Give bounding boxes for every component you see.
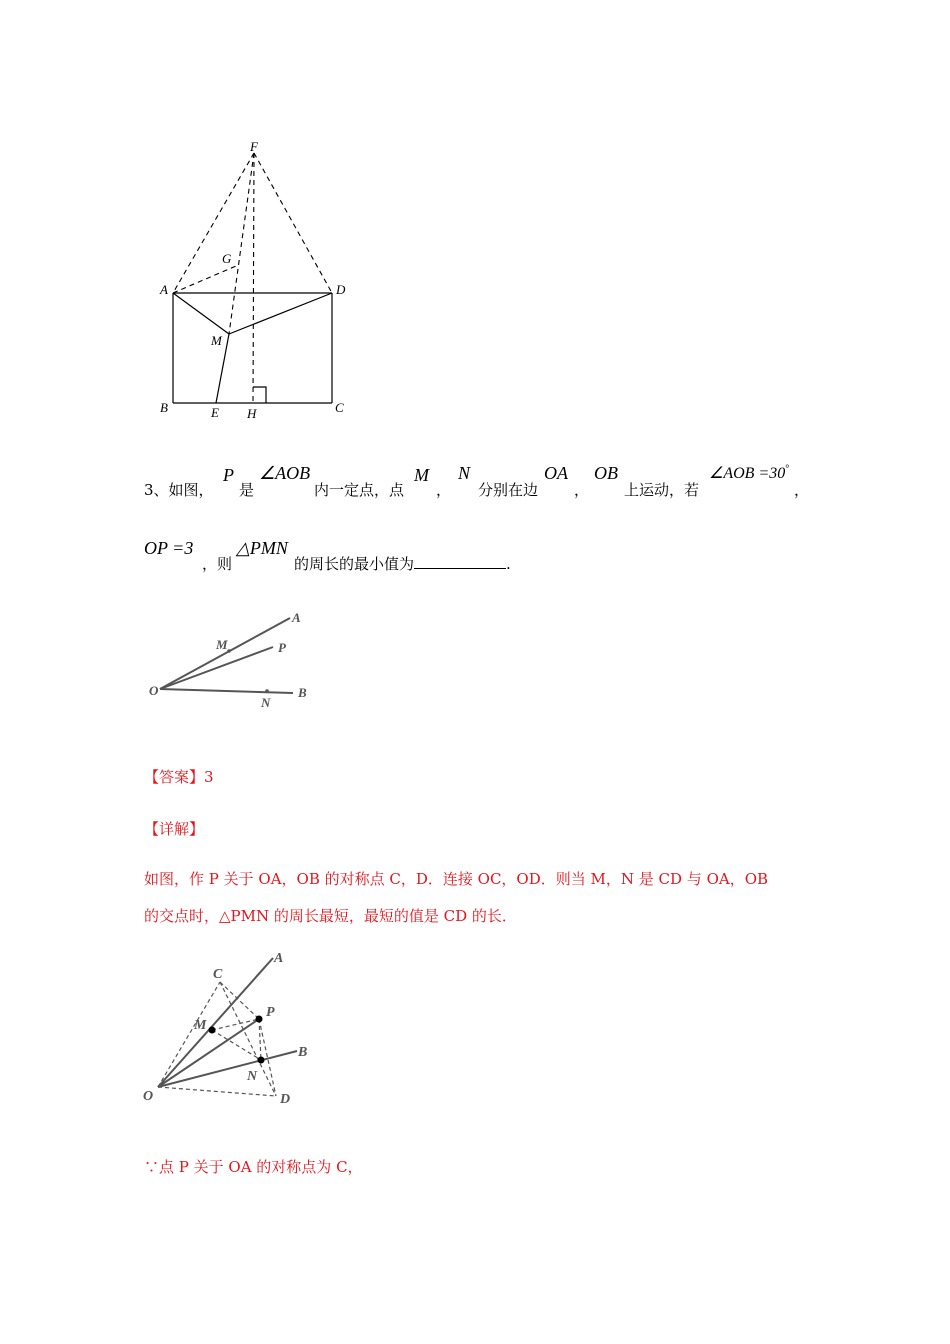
var-p: P: [223, 465, 234, 485]
dashed-oc: [158, 982, 220, 1087]
point-n: [265, 689, 269, 693]
dashed-ag: [173, 266, 236, 293]
dashed-fd: [254, 153, 332, 293]
text-then: ，则: [202, 555, 233, 573]
text-moving-if: 上运动，若: [624, 481, 700, 499]
label-b: B: [298, 685, 307, 700]
question-line-1: [144, 460, 824, 500]
detail-line-1: 如图，作 P 关于 OA，OB 的对称点 C，D．连接 OC，OD．则当 M，N 是 CD 与 OA，OB: [144, 870, 769, 888]
answer-blank: [414, 554, 506, 569]
angle-aob: ∠AOB: [259, 463, 311, 483]
label-g: G: [222, 251, 232, 266]
text-move-on-sides: 分别在边: [478, 481, 539, 499]
label-a: A: [160, 282, 168, 297]
label-a: A: [274, 951, 284, 966]
point-m: [227, 649, 231, 653]
dashed-od: [158, 1087, 276, 1096]
detail-label: 【详解】: [144, 820, 205, 838]
point-n: [258, 1057, 265, 1064]
label-b: B: [160, 400, 168, 415]
label-c: C: [213, 967, 223, 982]
ray-op: [160, 647, 273, 689]
label-o: O: [149, 683, 159, 698]
point-m: [209, 1027, 216, 1034]
ray-ob: [160, 689, 293, 693]
var-ob: OB: [594, 463, 618, 483]
op-equation: OP =3: [144, 538, 194, 558]
dashed-fh: [253, 153, 254, 403]
figure-3-reflection: [140, 945, 330, 1110]
period: .: [506, 555, 511, 573]
comma-2: ，: [574, 481, 590, 499]
ray-oa: [160, 618, 290, 689]
label-n: N: [261, 695, 271, 710]
label-m: M: [194, 1018, 207, 1033]
label-p: P: [266, 1005, 275, 1020]
text-perimeter-min-label: 的周长的最小值为: [294, 555, 415, 573]
text-perimeter-min: [294, 553, 511, 574]
label-c: C: [335, 400, 344, 415]
label-a: A: [292, 610, 301, 625]
var-m: M: [414, 465, 429, 485]
comma-3: ，: [794, 481, 810, 499]
dashed-fa: [173, 153, 254, 293]
angle-equation: [709, 463, 789, 483]
segment-am: [173, 293, 229, 334]
angle-equation-text: ∠AOB =30: [709, 465, 786, 482]
point-p: [256, 1016, 263, 1023]
answer-label: 【答案】3: [144, 768, 214, 786]
label-h: H: [247, 406, 257, 421]
label-d: D: [336, 282, 346, 297]
label-f: F: [250, 139, 258, 154]
question-number: 3、如图，: [144, 481, 214, 499]
question-line-2: [144, 538, 824, 578]
segment-dm: [229, 293, 332, 334]
text-inside-point: 内一定点，点: [314, 481, 405, 499]
label-b: B: [298, 1045, 308, 1060]
label-m: M: [216, 637, 228, 652]
dashed-cp: [220, 982, 259, 1019]
conclusion-line: ∵点 P 关于 OA 的对称点为 C，: [144, 1158, 363, 1176]
dashed-fm: [229, 153, 254, 334]
comma-1: ，: [436, 481, 452, 499]
label-n: N: [247, 1069, 258, 1084]
figure-2-angle: [145, 605, 325, 715]
right-angle-mark: [253, 387, 266, 403]
triangle-pmn: △PMN: [236, 538, 288, 558]
label-e: E: [211, 405, 219, 420]
ray-ob: [158, 1051, 297, 1087]
dashed-pn: [259, 1019, 261, 1060]
detail-line-2: 的交点时，△PMN 的周长最短，最短的值是 CD 的长．: [144, 907, 517, 925]
label-d: D: [280, 1092, 291, 1107]
label-p: P: [278, 640, 286, 655]
var-n: N: [458, 463, 471, 483]
label-m: M: [211, 333, 222, 348]
degree-sign: °: [785, 463, 790, 475]
var-oa: OA: [544, 463, 568, 483]
text-shi: 是: [239, 481, 255, 499]
figure-1-geometry: [150, 135, 370, 430]
label-o: O: [143, 1089, 154, 1104]
